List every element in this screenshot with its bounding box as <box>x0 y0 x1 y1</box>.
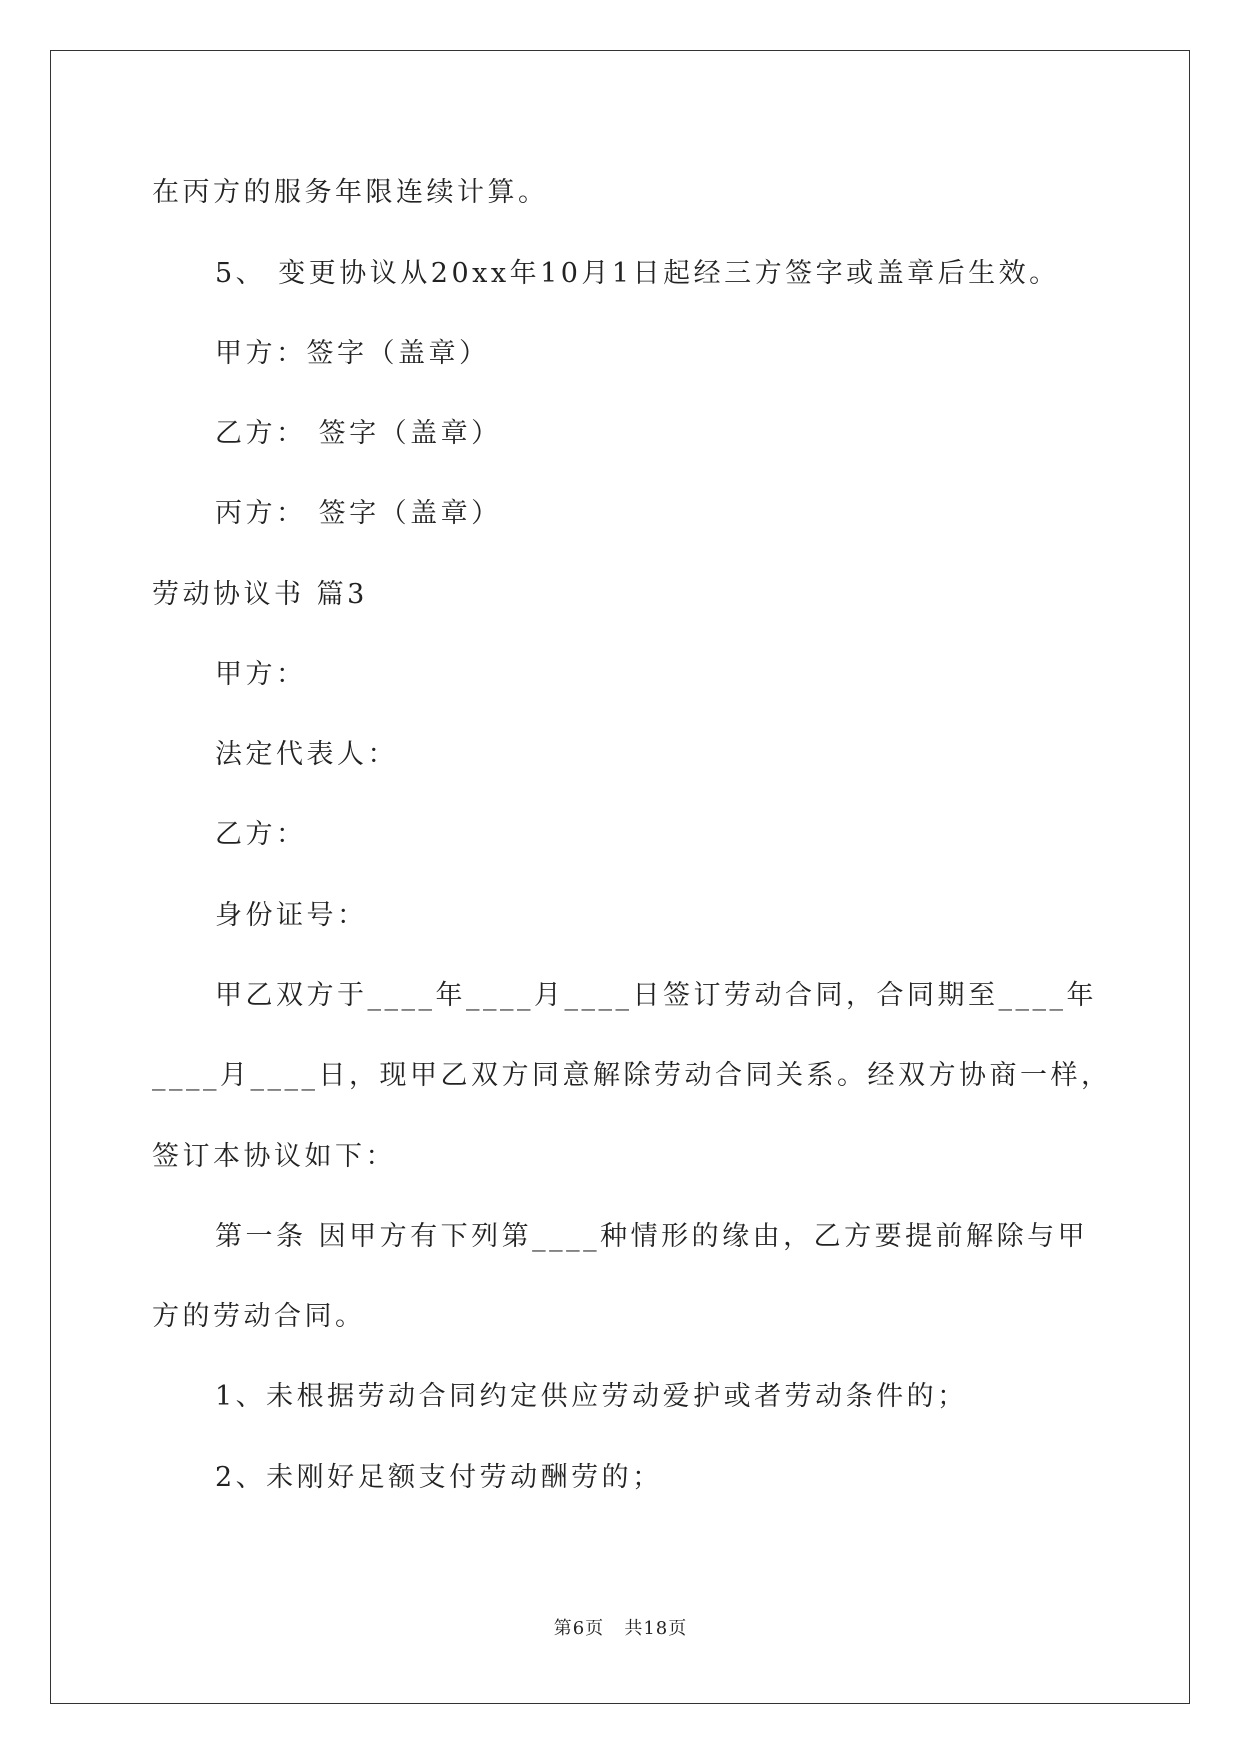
field-id-number: 身份证号： <box>215 900 368 931</box>
paragraph-contract-line-1: 甲乙双方于____年____月____日签订劳动合同，合同期至____年 <box>215 980 1097 1011</box>
article-1-line-1: 第一条 因甲方有下列第____种情形的缘由，乙方要提前解除与甲 <box>215 1221 1089 1252</box>
paragraph-contract-line-2: ____月____日，现甲乙双方同意解除劳动合同关系。经双方协商一样， <box>152 1060 1112 1091</box>
text-line-item-5: 5、 变更协议从20xx年10月1日起经三方签字或盖章后生效。 <box>215 258 1060 289</box>
field-party-a: 甲方： <box>215 659 307 690</box>
text-line-service-years: 在丙方的服务年限连续计算。 <box>152 177 549 208</box>
article-1-line-2: 方的劳动合同。 <box>152 1301 366 1332</box>
section-heading: 劳动协议书 篇3 <box>152 579 368 610</box>
text-line-party-b-sign: 乙方： 签字（盖章） <box>215 418 502 449</box>
list-item-1: 1、未根据劳动合同约定供应劳动爱护或者劳动条件的； <box>215 1381 968 1412</box>
paragraph-contract-line-3: 签订本协议如下： <box>152 1141 396 1172</box>
field-legal-representative: 法定代表人： <box>215 739 398 770</box>
page-border <box>50 50 1190 1704</box>
list-item-2: 2、未刚好足额支付劳动酬劳的； <box>215 1462 663 1493</box>
field-party-b: 乙方： <box>215 819 307 850</box>
page-number-footer: 第6页 共18页 <box>553 1618 688 1639</box>
text-line-party-a-sign: 甲方：签字（盖章） <box>215 338 490 369</box>
text-line-party-c-sign: 丙方： 签字（盖章） <box>215 498 502 529</box>
